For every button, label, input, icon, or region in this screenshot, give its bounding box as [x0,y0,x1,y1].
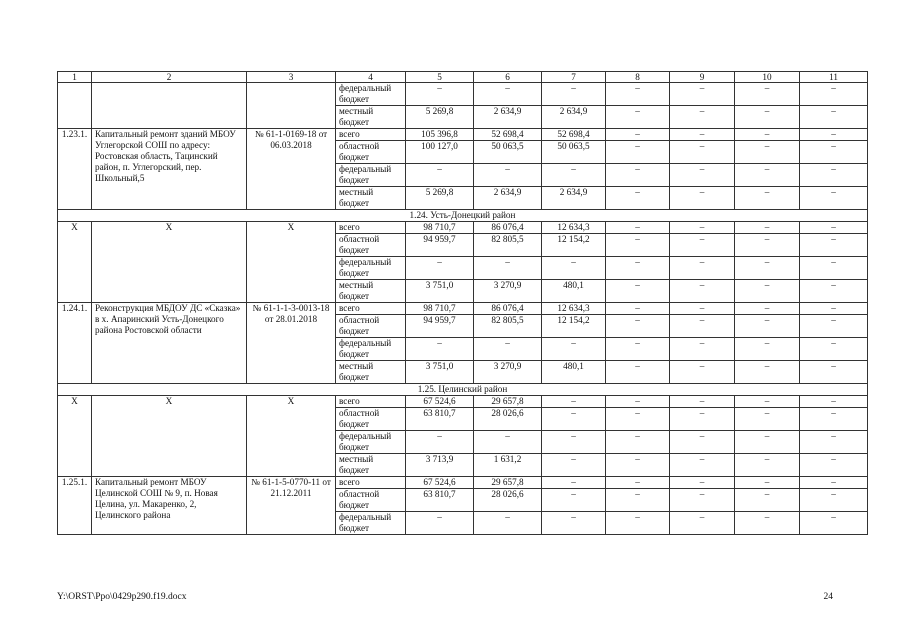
value-cell: – [606,477,670,489]
value-cell: – [800,164,868,187]
value-cell: – [670,164,735,187]
value-cell: – [800,257,868,280]
value-cell: – [800,187,868,210]
item-document: X [247,222,336,303]
value-cell: – [735,106,800,129]
value-cell: – [735,257,800,280]
value-cell: – [670,396,735,408]
item-number: 1.25.1. [58,477,92,535]
value-cell: – [735,512,800,535]
value-cell: 86 076,4 [474,303,542,315]
value-cell: – [670,106,735,129]
column-number: 10 [735,72,800,83]
value-cell: – [474,164,542,187]
value-cell: – [606,303,670,315]
value-cell: – [606,164,670,187]
value-cell: 480,1 [542,280,606,303]
value-cell: – [406,431,474,454]
item-number [58,83,92,129]
value-cell: – [670,408,735,431]
value-cell: – [670,303,735,315]
funding-source-label: всего [336,396,406,408]
value-cell: – [800,477,868,489]
value-cell: – [670,222,735,234]
funding-source-label: всего [336,303,406,315]
item-name [92,83,247,129]
value-cell: – [670,129,735,141]
value-cell: 82 805,5 [474,315,542,338]
value-cell: – [670,512,735,535]
value-cell: 3 713,9 [406,454,474,477]
value-cell: – [800,512,868,535]
value-cell: – [735,396,800,408]
value-cell: – [800,83,868,106]
value-cell: – [800,129,868,141]
value-cell: – [474,512,542,535]
value-cell: – [670,454,735,477]
column-number: 7 [542,72,606,83]
value-cell: – [606,257,670,280]
item-number: X [58,396,92,477]
value-cell: 5 269,8 [406,106,474,129]
value-cell: 2 634,9 [542,106,606,129]
funding-source-label: местный бюджет [336,187,406,210]
value-cell: – [406,164,474,187]
value-cell: – [606,454,670,477]
column-number: 5 [406,72,474,83]
value-cell: – [735,454,800,477]
value-cell: 29 657,8 [474,396,542,408]
value-cell: 86 076,4 [474,222,542,234]
value-cell: 3 270,9 [474,280,542,303]
document-page [57,71,838,535]
item-document: № 61-1-0169-18 от 06.03.2018 [247,129,336,210]
value-cell: – [800,234,868,257]
funding-source-label: федеральный бюджет [336,164,406,187]
value-cell: – [606,315,670,338]
value-cell: – [542,489,606,512]
value-cell: – [542,338,606,361]
value-cell: – [542,164,606,187]
funding-source-label: областной бюджет [336,141,406,164]
value-cell: – [542,477,606,489]
value-cell: – [670,477,735,489]
value-cell: – [800,106,868,129]
value-cell: – [606,512,670,535]
funding-source-label: областной бюджет [336,408,406,431]
table-row [58,477,868,489]
value-cell: 2 634,9 [474,106,542,129]
value-cell: – [670,187,735,210]
value-cell: – [606,141,670,164]
column-number: 1 [58,72,92,83]
value-cell: – [542,396,606,408]
budget-table [57,71,868,535]
column-number: 6 [474,72,542,83]
value-cell: 98 710,7 [406,303,474,315]
value-cell: – [670,489,735,512]
value-cell: 12 154,2 [542,234,606,257]
value-cell: 94 959,7 [406,315,474,338]
value-cell: 12 634,3 [542,303,606,315]
value-cell: 12 634,3 [542,222,606,234]
value-cell: – [735,431,800,454]
value-cell: – [474,83,542,106]
value-cell: 82 805,5 [474,234,542,257]
value-cell: – [735,361,800,384]
value-cell: – [670,234,735,257]
value-cell: – [606,396,670,408]
value-cell: 480,1 [542,361,606,384]
value-cell: – [735,187,800,210]
value-cell: 1 631,2 [474,454,542,477]
section-title: 1.25. Целинский район [58,384,868,396]
value-cell: – [670,141,735,164]
value-cell: – [606,222,670,234]
item-name: Реконструкция МБДОУ ДС «Сказка» в х. Апаринский Усть-Донецкого района Ростовской области [92,303,247,384]
item-document: № 61-1-1-3-0013-18 от 28.01.2018 [247,303,336,384]
column-number: 9 [670,72,735,83]
value-cell: – [474,431,542,454]
value-cell: – [606,408,670,431]
value-cell: – [800,489,868,512]
value-cell: – [542,257,606,280]
value-cell: – [670,361,735,384]
value-cell: 2 634,9 [542,187,606,210]
value-cell: – [606,234,670,257]
item-name: X [92,396,247,477]
value-cell: – [670,257,735,280]
value-cell: – [800,280,868,303]
value-cell: – [406,512,474,535]
value-cell: – [735,303,800,315]
value-cell: 63 810,7 [406,489,474,512]
value-cell: – [542,83,606,106]
value-cell: – [735,408,800,431]
item-document [247,83,336,129]
value-cell: 50 063,5 [474,141,542,164]
value-cell: – [542,408,606,431]
value-cell: – [800,338,868,361]
value-cell: 94 959,7 [406,234,474,257]
value-cell: 98 710,7 [406,222,474,234]
value-cell: – [606,361,670,384]
funding-source-label: областной бюджет [336,489,406,512]
value-cell: – [800,303,868,315]
header-row [58,72,868,83]
value-cell: – [606,489,670,512]
funding-source-label: всего [336,477,406,489]
value-cell: – [606,83,670,106]
value-cell: – [406,338,474,361]
value-cell: – [800,361,868,384]
value-cell: – [735,129,800,141]
value-cell: – [542,512,606,535]
value-cell: – [670,431,735,454]
value-cell: – [406,257,474,280]
value-cell: – [735,141,800,164]
value-cell: 105 396,8 [406,129,474,141]
section-row [58,384,868,396]
funding-source-label: всего [336,129,406,141]
value-cell: 3 270,9 [474,361,542,384]
table-row [58,222,868,234]
funding-source-label: федеральный бюджет [336,431,406,454]
value-cell: – [542,454,606,477]
funding-source-label: местный бюджет [336,106,406,129]
funding-source-label: областной бюджет [336,234,406,257]
value-cell: 100 127,0 [406,141,474,164]
value-cell: – [800,222,868,234]
value-cell: – [735,280,800,303]
value-cell: – [606,431,670,454]
item-number: X [58,222,92,303]
value-cell: – [800,315,868,338]
page-number: 24 [823,592,833,602]
item-document: X [247,396,336,477]
value-cell: – [735,234,800,257]
value-cell: – [800,396,868,408]
table-body [58,72,868,535]
value-cell: – [606,106,670,129]
value-cell: 3 751,0 [406,280,474,303]
value-cell: – [800,408,868,431]
column-number: 2 [92,72,247,83]
value-cell: – [735,338,800,361]
column-number: 4 [336,72,406,83]
value-cell: – [670,83,735,106]
value-cell: – [670,280,735,303]
value-cell: – [800,431,868,454]
item-name: Капитальный ремонт МБОУ Целинской СОШ № 9, п. Новая Целина, ул. Макаренко, 2, Целинского района [92,477,247,535]
value-cell: – [606,338,670,361]
value-cell: – [735,489,800,512]
value-cell: – [735,83,800,106]
funding-source-label: всего [336,222,406,234]
value-cell: – [606,187,670,210]
value-cell: – [670,315,735,338]
section-row [58,210,868,222]
item-number: 1.24.1. [58,303,92,384]
funding-source-label: областной бюджет [336,315,406,338]
value-cell: – [606,280,670,303]
value-cell: – [735,477,800,489]
value-cell: 2 634,9 [474,187,542,210]
item-name: Капитальный ремонт зданий МБОУ Углегорской СОШ по адресу: Ростовская область, Тацинский район, п. Углегорский, пер. Школьный,5 [92,129,247,210]
value-cell: 29 657,8 [474,477,542,489]
table-row [58,396,868,408]
value-cell: – [800,454,868,477]
table-row [58,129,868,141]
funding-source-label: федеральный бюджет [336,338,406,361]
value-cell: – [800,141,868,164]
value-cell: 28 026,6 [474,489,542,512]
column-number: 11 [800,72,868,83]
value-cell: – [606,129,670,141]
value-cell: – [406,83,474,106]
item-name: X [92,222,247,303]
value-cell: 28 026,6 [474,408,542,431]
funding-source-label: федеральный бюджет [336,512,406,535]
column-number: 8 [606,72,670,83]
value-cell: 63 810,7 [406,408,474,431]
funding-source-label: местный бюджет [336,454,406,477]
value-cell: – [670,338,735,361]
footer-file-path: Y:\ORST\Ppo\0429p290.f19.docx [57,592,187,602]
value-cell: 12 154,2 [542,315,606,338]
value-cell: – [474,257,542,280]
value-cell: 67 524,6 [406,477,474,489]
value-cell: 67 524,6 [406,396,474,408]
item-document: № 61-1-5-0770-11 от 21.12.2011 [247,477,336,535]
table-row [58,303,868,315]
value-cell: – [735,315,800,338]
table-row [58,83,868,106]
value-cell: 52 698,4 [542,129,606,141]
funding-source-label: местный бюджет [336,361,406,384]
item-number: 1.23.1. [58,129,92,210]
value-cell: – [542,431,606,454]
funding-source-label: федеральный бюджет [336,83,406,106]
section-title: 1.24. Усть-Донецкий район [58,210,868,222]
value-cell: 52 698,4 [474,129,542,141]
funding-source-label: федеральный бюджет [336,257,406,280]
column-number: 3 [247,72,336,83]
value-cell: – [735,222,800,234]
value-cell: 50 063,5 [542,141,606,164]
value-cell: 5 269,8 [406,187,474,210]
value-cell: 3 751,0 [406,361,474,384]
value-cell: – [474,338,542,361]
value-cell: – [735,164,800,187]
funding-source-label: местный бюджет [336,280,406,303]
